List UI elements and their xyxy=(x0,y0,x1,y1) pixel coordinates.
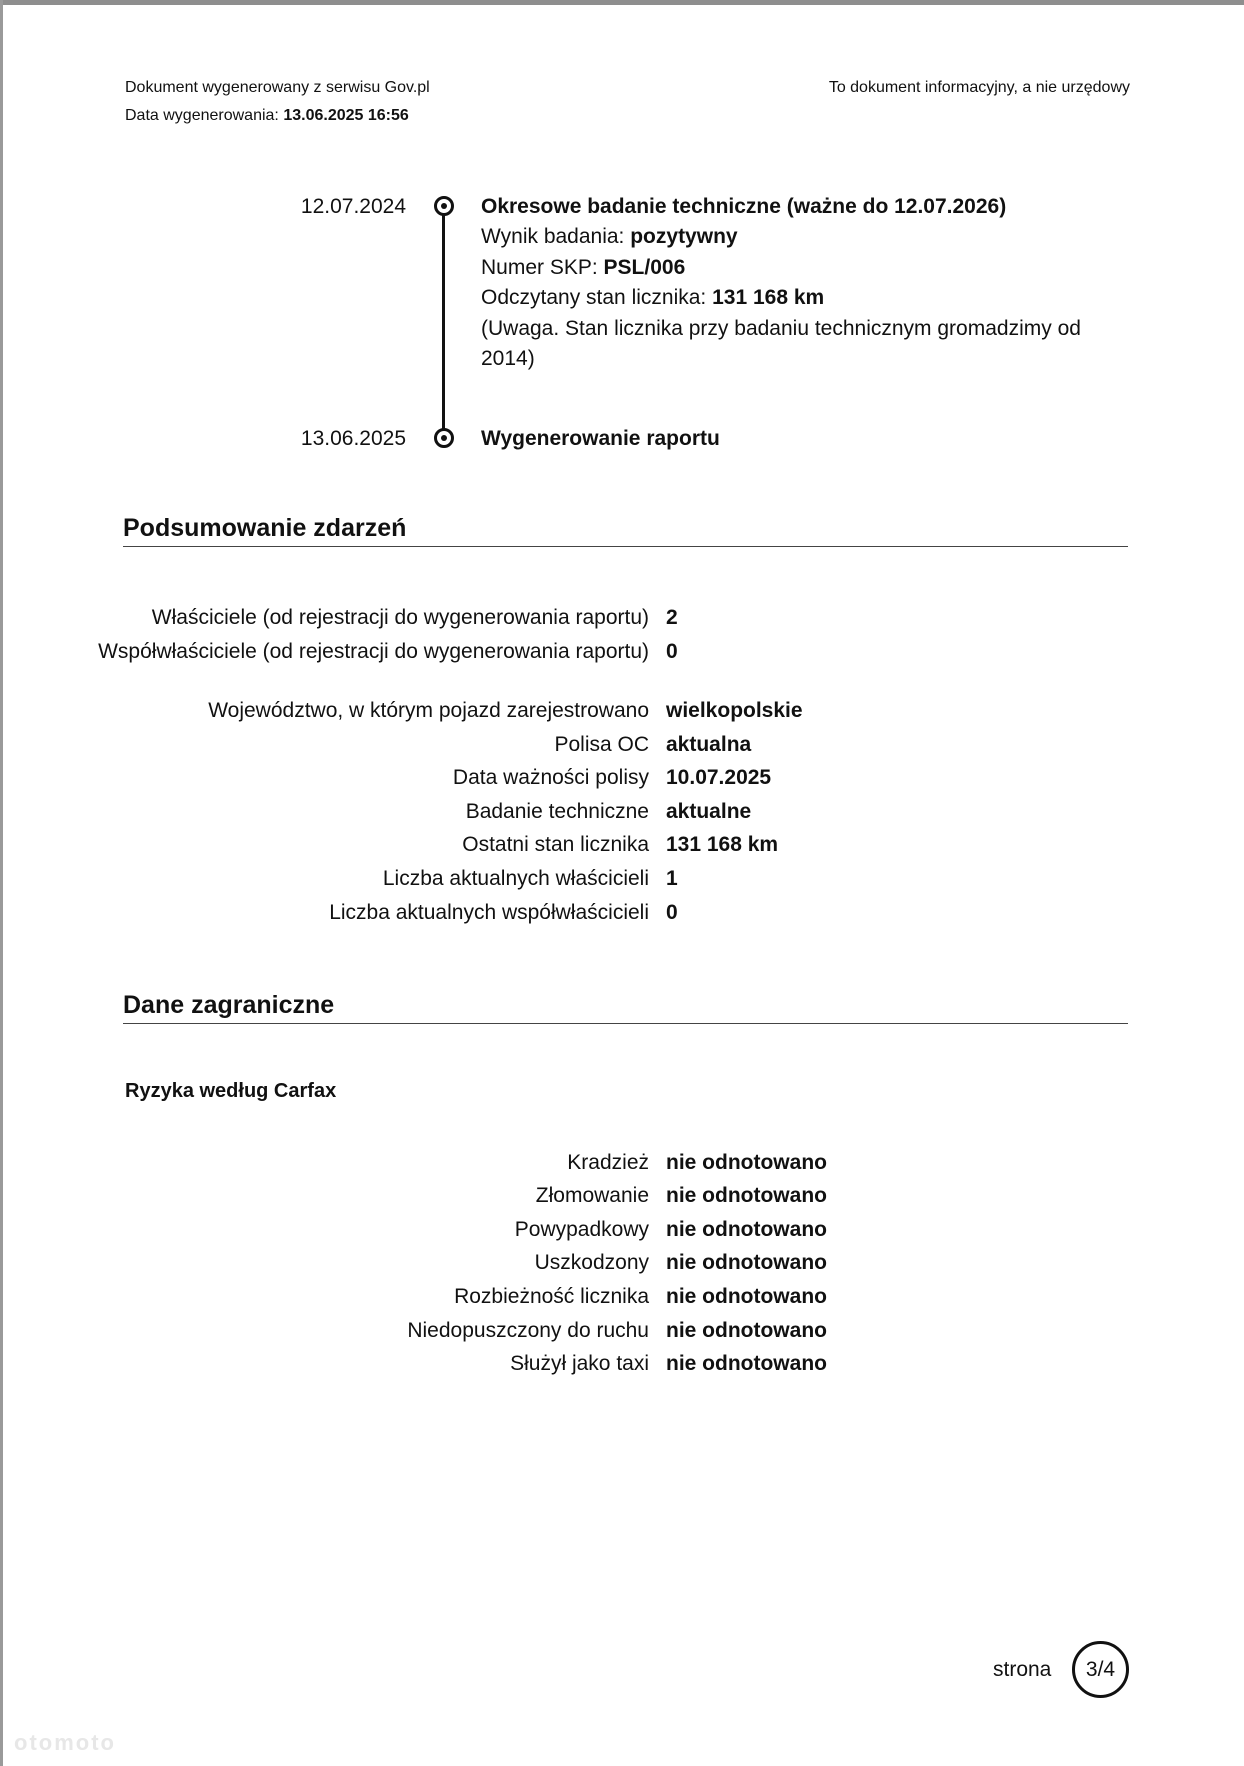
timeline-entry-title: Okresowe badanie techniczne (ważne do 12.07.2026) xyxy=(481,195,1007,218)
timeline-marker-icon xyxy=(434,196,454,216)
header-generated xyxy=(125,106,409,126)
section-title-summary: Podsumowanie zdarzeń xyxy=(123,514,407,542)
timeline-entry xyxy=(481,192,1101,374)
row-value: nie odnotowano xyxy=(666,1151,827,1174)
table-row xyxy=(0,900,1244,950)
row-value: 0 xyxy=(666,640,678,663)
row-value: 0 xyxy=(666,901,678,924)
row-label: Liczba aktualnych właścicieli xyxy=(382,867,649,890)
section-divider xyxy=(123,1023,1128,1024)
page-number: 3/4 xyxy=(1085,1657,1116,1681)
carfax-risks-title: Ryzyka według Carfax xyxy=(125,1080,337,1102)
row-value: 2 xyxy=(666,606,678,629)
header-source: Dokument wygenerowany z serwisu Gov.pl xyxy=(125,79,430,96)
row-label: Współwłaściciele (od rejestracji do wygenerowania raportu) xyxy=(98,640,649,663)
inspection-result: Wynik badania: pozytywny xyxy=(481,225,738,249)
page-number-badge xyxy=(1072,1641,1129,1698)
row-label: Badanie techniczne xyxy=(465,800,649,823)
inspection-skp: Numer SKP: PSL/006 xyxy=(481,255,686,279)
row-label: Rozbieżność licznika xyxy=(454,1285,649,1308)
timeline-date: 13.06.2025 xyxy=(300,427,406,450)
page-top-border xyxy=(0,0,1244,5)
row-value: aktualne xyxy=(666,800,752,823)
row-label: Uszkodzony xyxy=(534,1251,649,1274)
row-label: Służył jako taxi xyxy=(510,1352,649,1375)
timeline-marker-icon xyxy=(434,428,454,448)
row-label: Złomowanie xyxy=(535,1184,649,1207)
row-label: Data ważności polisy xyxy=(452,766,649,789)
row-label: Niedopuszczony do ruchu xyxy=(407,1319,649,1342)
section-divider xyxy=(123,546,1128,547)
timeline-entry xyxy=(481,424,1101,454)
page-label: strona xyxy=(993,1658,1052,1681)
row-value: nie odnotowano xyxy=(666,1251,827,1274)
header-generated-value: 13.06.2025 16:56 xyxy=(283,107,409,124)
row-value: nie odnotowano xyxy=(666,1218,827,1241)
row-value: 1 xyxy=(666,867,678,890)
row-label: Kradzież xyxy=(567,1151,649,1174)
row-value: nie odnotowano xyxy=(666,1319,827,1342)
header-disclaimer: To dokument informacyjny, a nie urzędowy xyxy=(828,79,1130,96)
row-label: Liczba aktualnych współwłaścicieli xyxy=(329,901,649,924)
row-label: Polisa OC xyxy=(554,733,649,756)
row-value: nie odnotowano xyxy=(666,1184,827,1207)
row-value: wielkopolskie xyxy=(666,699,803,722)
row-label: Właściciele (od rejestracji do wygenerowania raportu) xyxy=(151,606,649,629)
timeline-entry-title: Wygenerowanie raportu xyxy=(481,427,720,450)
inspection-odometer: Odczytany stan licznika: 131 168 km xyxy=(481,286,825,310)
section-title-foreign: Dane zagraniczne xyxy=(123,991,335,1019)
row-label: Ostatni stan licznika xyxy=(462,833,649,856)
row-value: nie odnotowano xyxy=(666,1352,827,1375)
row-label: Powypadkowy xyxy=(514,1218,649,1241)
row-value: 131 168 km xyxy=(666,833,779,856)
row-value: aktualna xyxy=(666,733,752,756)
table-row xyxy=(0,1351,1244,1401)
row-label: Województwo, w którym pojazd zarejestrowano xyxy=(208,699,649,722)
row-value: nie odnotowano xyxy=(666,1285,827,1308)
timeline-line xyxy=(442,206,445,438)
row-value: 10.07.2025 xyxy=(666,766,772,789)
watermark-logo: otomoto xyxy=(14,1730,116,1755)
header-generated-label: Data wygenerowania: xyxy=(125,107,279,124)
timeline-date: 12.07.2024 xyxy=(300,195,406,218)
table-row xyxy=(0,639,1244,689)
inspection-note: (Uwaga. Stan licznika przy badaniu technicznym gromadzimy od 2014) xyxy=(481,316,1081,371)
